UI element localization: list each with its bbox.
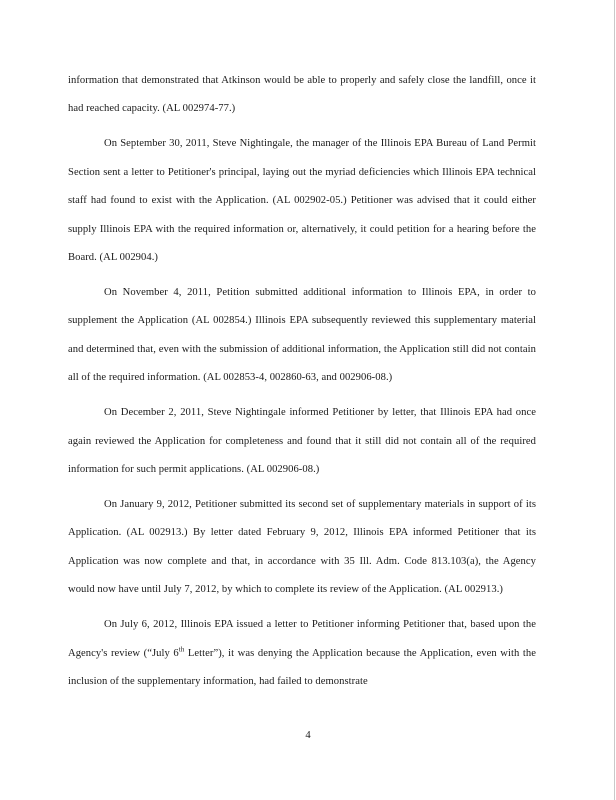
- paragraph-september-letter: On September 30, 2011, Steve Nightingale, the manager of the Illinois EPA Bureau of Land Permit Section sent a letter to Petitioner's principal, laying out the myriad deficiencies which Illinois EPA technical staff had found to exist with the Application. (AL 002902-05.) Petitioner was advised that it could either supply Illinois EPA with the required information or, alternatively, it could petition for a hearing before the Board. (AL 002904.): [68, 138, 536, 264]
- body-text: [68, 67, 536, 703]
- paragraph-january-submission: On January 9, 2012, Petitioner submitted its second set of supplementary materials in support of its Application. (AL 002913.) By letter dated February 9, 2012, Illinois EPA informed Petitioner that its Application was now complete and that, in accordance with 35 Ill. Adm. Code 813.103(a), the Agency would now have until July 7, 2012, by which to complete its review of the Application. (AL 002913.): [68, 499, 536, 596]
- paragraph-july-denial-text-after: Letter”), it was denying the Application because the Application, even with the inclusion of the supplementary information, had failed to demonstrate: [68, 647, 536, 688]
- paragraph-july-denial: [68, 611, 536, 696]
- ordinal-superscript: th: [178, 645, 185, 654]
- paragraph-july-denial-text-before: On July 6, 2012, Illinois EPA issued a letter to Petitioner informing Petitioner that, based upon the Agency's review (“July 6: [68, 619, 536, 659]
- scan-edge-line: [614, 0, 615, 800]
- paragraph-continuation: information that demonstrated that Atkinson would be able to properly and safely close the landfill, once it had reached capacity. (AL 002974-77.): [68, 75, 536, 115]
- paragraph-november-submission: On November 4, 2011, Petition submitted additional information to Illinois EPA, in order to supplement the Application (AL 002854.) Illinois EPA subsequently reviewed this supplementary material and determined that, even with the submission of additional information, the Application still did not contain all of the required information. (AL 002853-4, 002860-63, and 002906-08.): [68, 287, 536, 384]
- page-number: 4: [305, 730, 311, 741]
- paragraph-december-letter: On December 2, 2011, Steve Nightingale informed Petitioner by letter, that Illinois EPA had once again reviewed the Application for completeness and found that it still did not contain all of the required information for such permit applications. (AL 002906-08.): [68, 407, 536, 476]
